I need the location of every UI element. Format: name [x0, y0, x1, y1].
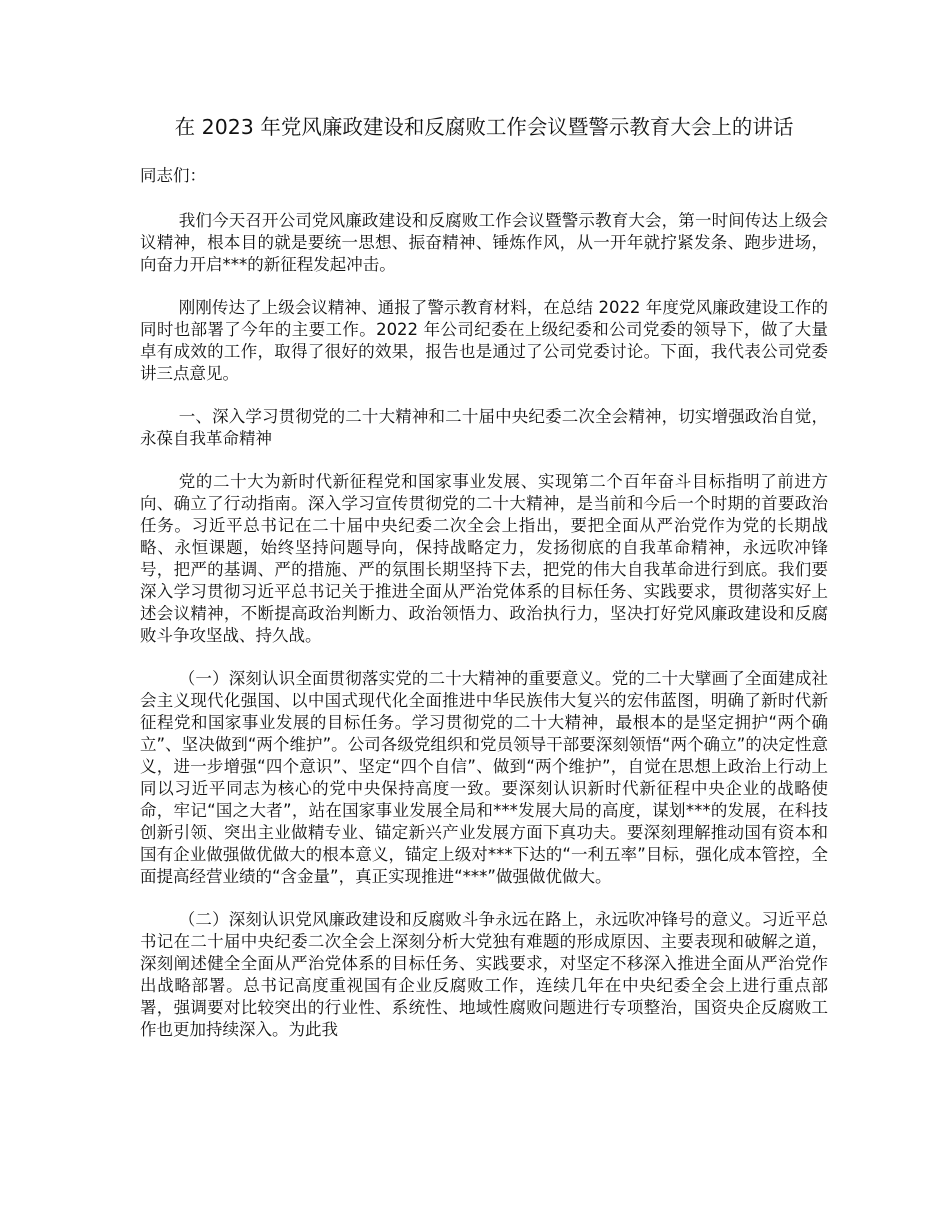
- paragraph-opening: 我们今天召开公司党风廉政建设和反腐败工作会议暨警示教育大会，第一时间传达上级会议精神，根本目的就是要统一思想、振奋精神、锤炼作风，从一开年就拧紧发条、跑步进场，向奋力开启***的新征程发起冲击。: [140, 211, 828, 274]
- document-page: [140, 112, 828, 1062]
- paragraph-point-two: （二）深刻认识党风廉政建设和反腐败斗争永远在路上，永远吹冲锋号的意义。习近平总书记在二十届中央纪委二次全会上深刻分析大党独有难题的形成原因、主要表现和破解之道，深刻阐述健全全面从严治党体系的目标任务、实践要求，对坚定不移深入推进全面从严治党作出战略部署。总书记高度重视国有企业反腐败工作，连续几年在中央纪委全会上进行重点部署，强调要对比较突出的行业性、系统性、地域性腐败问题进行专项整治，国资央企反腐败工作也更加持续深入。为此我: [140, 910, 828, 1039]
- document-title: 在 2023 年党风廉政建设和反腐败工作会议暨警示教育大会上的讲话: [174, 115, 794, 139]
- paragraph-twentieth-congress: 党的二十大为新时代新征程党和国家事业发展、实现第二个百年奋斗目标指明了前进方向、确立了行动指南。深入学习宣传贯彻党的二十大精神，是当前和今后一个时期的首要政治任务。习近平总书记在二十届中央纪委二次全会上指出，要把全面从严治党作为党的长期战略、永恒课题，始终坚持问题导向，保持战略定力，发扬彻底的自我革命精神，永远吹冲锋号，把严的基调、严的措施、严的氛围长期坚持下去，把党的伟大自我革命进行到底。我们要深入学习贯彻习近平总书记关于推进全面从严治党体系的目标任务、实践要求，贯彻落实好上述会议精神，不断提高政治判断力、政治领悟力、政治执行力，坚决打好党风廉政建设和反腐败斗争攻坚战、持久战。: [140, 472, 828, 645]
- section-heading-one: 一、深入学习贯彻党的二十大精神和二十届中央纪委二次全会精神，切实增强政治自觉，永葆自我革命精神: [140, 407, 828, 448]
- salutation: 同志们：: [140, 166, 206, 185]
- paragraph-review: 刚刚传达了上级会议精神、通报了警示教育材料，在总结 2022 年度党风廉政建设工作的同时也部署了今年的主要工作。2022 年公司纪委在上级纪委和公司党委的领导下，做了大量卓有成效的工作，取得了很好的效果，报告也是通过了公司党委讨论。下面，我代表公司党委讲三点意见。: [140, 298, 828, 383]
- paragraph-point-one: （一）深刻认识全面贯彻落实党的二十大精神的重要意义。党的二十大擘画了全面建成社会主义现代化强国、以中国式现代化全面推进中华民族伟大复兴的宏伟蓝图，明确了新时代新征程党和国家事业发展的目标任务。学习贯彻党的二十大精神，最根本的是坚定拥护“两个确立”、坚决做到“两个维护”。公司各级党组织和党员领导干部要深刻领悟“两个确立”的决定性意义，进一步增强“四个意识”、坚定“四个自信”、做到“两个维护”，自觉在思想上政治上行动上同以习近平同志为核心的党中央保持高度一致。要深刻认识新时代新征程中央企业的战略使命，牢记“国之大者”，站在国家事业发展全局和***发展大局的高度，谋划***的发展，在科技创新引领、突出主业做精专业、锚定新兴产业发展方面下真功夫。要深刻理解推动国有资本和国有企业做强做优做大的根本意义，锚定上级对***下达的“一利五率”目标，强化成本管控，全面提高经营业绩的“含金量”，真正实现推进“***”做强做优做大。: [140, 669, 828, 886]
